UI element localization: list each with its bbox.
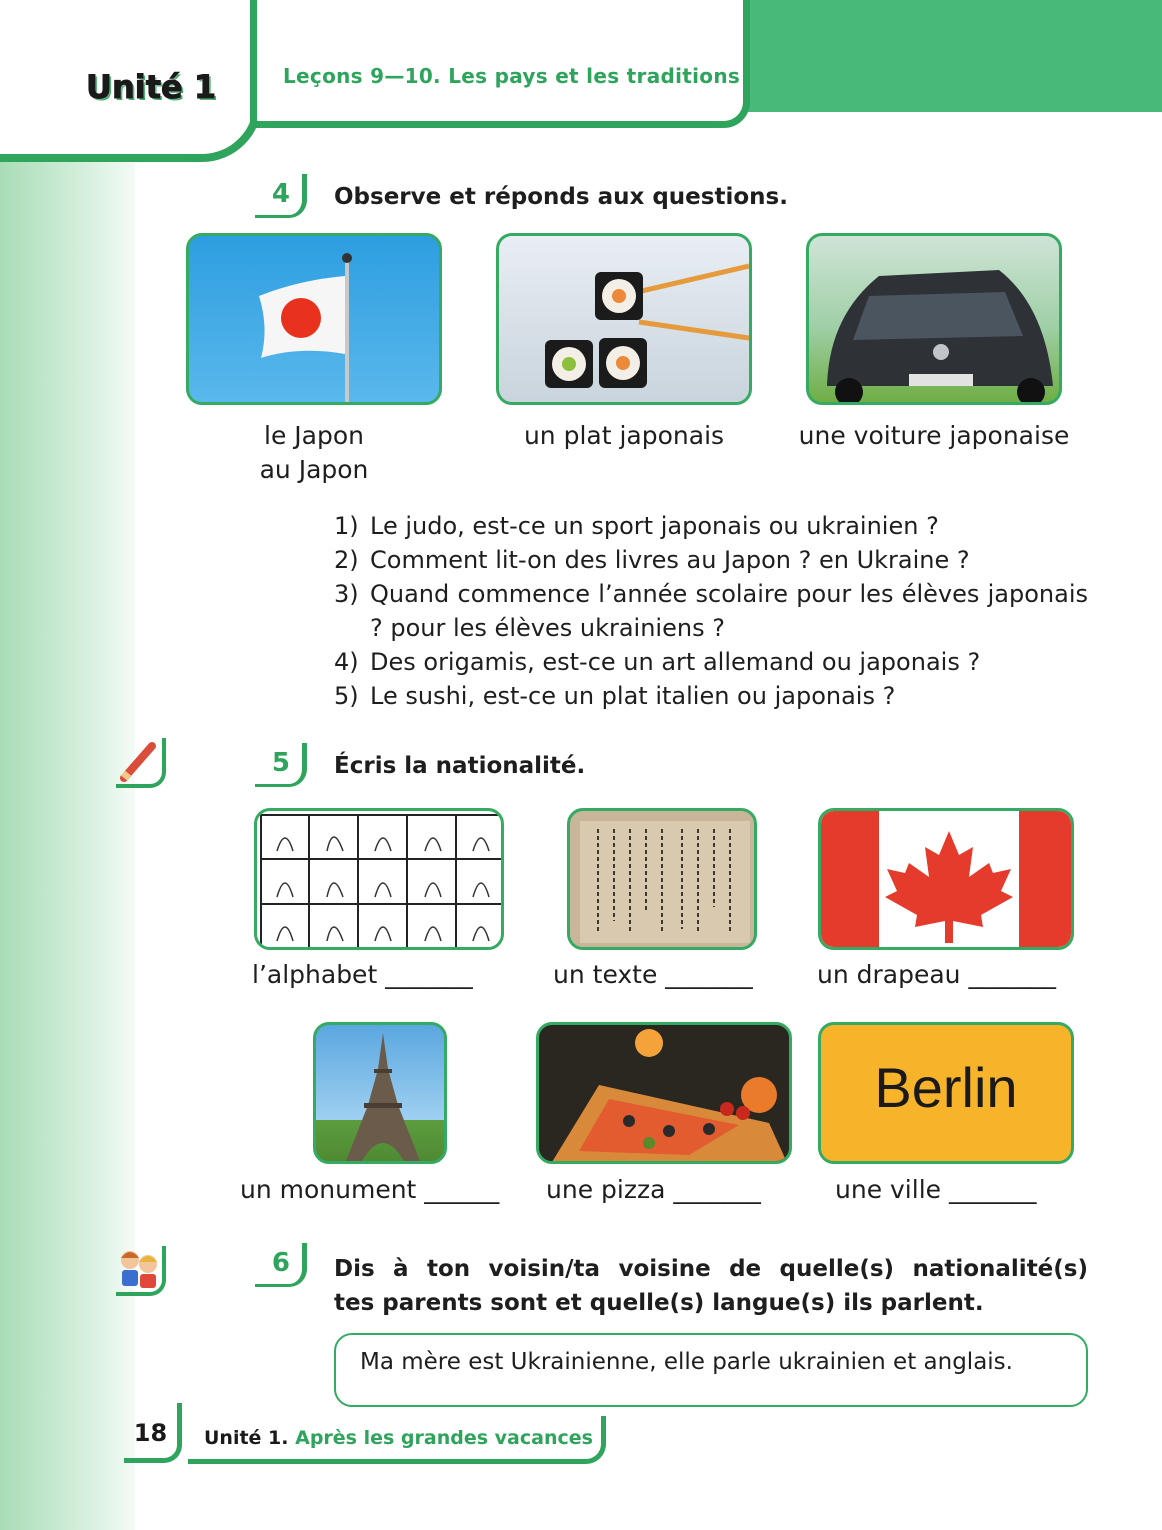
caption-japan-line1: le Japon: [264, 421, 364, 450]
question-text: Le judo, est-ce un sport japonais ou ukrainien ?: [370, 512, 939, 540]
caption-monument: un monument ______: [240, 1175, 500, 1204]
question-item: [334, 645, 1088, 679]
question-number: 1): [334, 512, 359, 540]
question-text: Des origamis, est-ce un art allemand ou japonais ?: [370, 648, 981, 676]
caption-ville: une ville _______: [835, 1175, 1037, 1204]
sign-alphabet-grid: [257, 811, 504, 950]
caption-texte: un texte _______: [553, 960, 753, 989]
canada-flag-photo: [818, 808, 1074, 950]
eiffel-tower-photo: [313, 1022, 447, 1164]
caption-alphabet: l’alphabet _______: [252, 960, 473, 989]
canada-flag-illustration: [821, 811, 1074, 950]
caption-japan: [244, 419, 384, 487]
sushi-photo: [496, 233, 752, 405]
eiffel-tower-illustration: [316, 1025, 447, 1164]
japan-flag-photo: [186, 233, 442, 405]
question-list: [334, 509, 1088, 713]
exercise-6-instruction: [334, 1252, 1088, 1320]
footer-unit: Unité 1.: [204, 1427, 289, 1449]
question-item: [334, 509, 1088, 543]
japanese-text-illustration: [570, 811, 757, 950]
question-number: 2): [334, 546, 359, 574]
pencil-icon-graphic: [116, 738, 162, 784]
question-number: 3): [334, 580, 359, 608]
question-text: Le sushi, est-ce un plat italien ou japonais ?: [370, 682, 896, 710]
caption-drapeau: un drapeau _______: [817, 960, 1056, 989]
pizza-illustration: [539, 1025, 792, 1164]
top-green-band: [700, 0, 1162, 112]
exercise-4-number: 4: [255, 174, 307, 218]
caption-dish: un plat japonais: [523, 421, 725, 450]
sushi-illustration: [499, 236, 752, 405]
question-item: [334, 543, 1088, 577]
exercise-6-instruction-line1: Dis à ton voisin/ta voisine de quelle(s) nationalité(s): [334, 1256, 1088, 1282]
children-icon: [116, 1246, 166, 1296]
question-text: Quand commence l’année scolaire pour les élèves japonais ? pour les élèves ukrainiens ?: [370, 580, 1088, 642]
car-illustration: [809, 236, 1062, 405]
exercise-5-number: 5: [255, 743, 307, 787]
left-gradient-band: [0, 0, 135, 1530]
caption-car: une voiture japonaise: [798, 421, 1070, 450]
japanese-text-photo: [567, 808, 757, 950]
question-number: 4): [334, 648, 359, 676]
page-number: 18: [124, 1403, 182, 1463]
pizza-photo: [536, 1022, 792, 1164]
children-icon-graphic: [116, 1246, 162, 1292]
question-number: 5): [334, 682, 359, 710]
berlin-sign-photo: [818, 1022, 1074, 1164]
caption-pizza: une pizza _______: [546, 1175, 761, 1204]
berlin-sign-text: Berlin: [874, 1056, 1018, 1119]
example-answer-box: Ma mère est Ukrainienne, elle parle ukrainien et anglais.: [334, 1333, 1088, 1407]
question-item: [334, 577, 1088, 645]
exercise-6-number: 6: [255, 1243, 307, 1287]
footer-text: [204, 1427, 593, 1449]
exercise-5-instruction: Écris la nationalité.: [334, 753, 586, 779]
question-item: [334, 679, 1088, 713]
question-text: Comment lit-on des livres au Japon ? en Ukraine ?: [370, 546, 970, 574]
pencil-icon: [116, 738, 166, 788]
exercise-4-instruction: Observe et réponds aux questions.: [334, 184, 788, 210]
car-photo: [806, 233, 1062, 405]
lesson-title: Leçons 9—10. Les pays et les traditions: [283, 64, 741, 88]
japan-flag-illustration: [189, 236, 442, 405]
sign-alphabet-photo: [254, 808, 504, 950]
unit-label: Unité 1: [86, 68, 217, 106]
exercise-6-instruction-line2: tes parents sont et quelle(s) langue(s) ils parlent.: [334, 1290, 984, 1316]
footer-title: Après les grandes vacances: [295, 1427, 593, 1449]
caption-japan-line2: au Japon: [259, 455, 369, 484]
